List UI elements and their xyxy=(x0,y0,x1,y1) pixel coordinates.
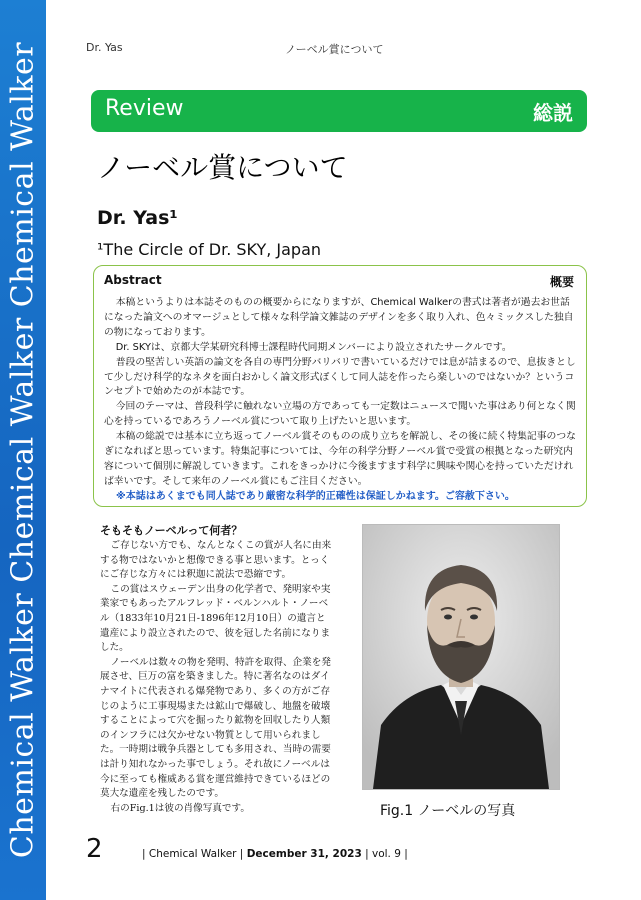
article-affiliation: ¹The Circle of Dr. SKY, Japan xyxy=(97,240,322,259)
figure-caption: Fig.1 ノーベルの写真 xyxy=(380,803,516,819)
banner-review-label: Review xyxy=(105,96,184,121)
abstract-paragraph: 今回のテーマは、普段科学に触れない立場の方であっても一定数はニュースで聞いた事はあり何となく関心を持っているであろうノーベル賞について取り上げたいと思います。 xyxy=(104,401,576,428)
body-paragraph: ノーベルは数々の物を発明、特許を取得、企業を発展させ、巨万の富を築きました。特に著名なのはダイナマイトに代表される爆発物であり、多くの方がご存じのように工事現場または鉱山で爆破し、地盤を破壊することによって穴を掘ったり鉱物を回収したり人類のインフラには欠かせない物質として用いられました。一時期は戦争兵器としても多用され、当時の需要は計り知れなかった事でしょう。それ故にノーベルは今に至っても権威ある賞を運営維持できているほどの莫大な遺産を残したのです。 xyxy=(100,656,331,800)
section-heading: そもそもノーベルって何者？ xyxy=(100,524,243,537)
abstract-box xyxy=(93,265,587,507)
footer-journal: | Chemical Walker | xyxy=(142,848,244,860)
side-brand-strip xyxy=(0,0,46,900)
abstract-disclaimer: ※本誌はあくまでも同人誌であり厳密な科学的正確性は保証しかねます。ご容赦下さい。 xyxy=(116,491,515,502)
article-title: ノーベル賞について xyxy=(97,151,348,184)
footer-date: December 31, 2023 xyxy=(246,848,362,860)
section-banner xyxy=(91,90,587,132)
running-header-title: ノーベル賞について xyxy=(285,43,384,56)
abstract-heading: Abstract xyxy=(104,273,162,287)
abstract-paragraph: Dr. SKYは、京都大学某研究科博士課程時代同期メンバーにより設立されたサークルです。 xyxy=(115,341,512,353)
abstract-heading-jp: 概要 xyxy=(549,275,574,289)
footer-info xyxy=(142,848,408,860)
body-column xyxy=(100,524,332,816)
portrait-photo xyxy=(362,524,560,790)
body-paragraph: ご存じない方でも、なんとなくこの賞が人名に由来する物ではないかと想像できる事と思います。とっくにご存じな方々には釈迦に説法で恐縮です。 xyxy=(100,540,332,581)
abstract-paragraph: 本稿というよりは本誌そのものの概要からになりますが、Chemical Walkerの書式は著者が過去お世話になった論文へのオマージュとして様々な科学論文雑誌のデザインを多く取り入れ、色々ミックスした独自の物になっております。 xyxy=(104,297,574,338)
footer-volume: | vol. 9 | xyxy=(365,848,408,860)
article-author: Dr. Yas¹ xyxy=(97,207,178,229)
body-paragraph: 右のFig.1は彼の肖像写真です。 xyxy=(110,802,250,814)
portrait-illustration xyxy=(363,525,559,789)
body-paragraph: この賞はスウェーデン出身の化学者で、発明家や実業家でもあったアルフレッド・ベルンハルト・ノーベル（1833年10月21日-1896年12月10日）の遺言と遺産により設立されたので、彼を冠した名前になりました。 xyxy=(100,583,331,654)
banner-category-label: 総説 xyxy=(533,101,573,125)
side-brand-text: Chemical Walker Chemical Walker Chemical Walker xyxy=(5,41,41,859)
running-header-author: Dr. Yas xyxy=(86,41,123,54)
abstract-paragraph: 本稿の総説では基本に立ち返ってノーベル賞そのものの成り立ちを解説し、その後に続く特集記事のつなぎになればと思っています。特集記事については、今年の科学分野ノーベル賞で受賞の根拠となった研究内容について個別に解説していきます。これをきっかけに今後ますます科学に興味や関心を持っていただければ幸いです。そして来年のノーベル賞にもご注目ください。 xyxy=(104,431,576,487)
page-number: 2 xyxy=(86,834,103,864)
abstract-body xyxy=(104,296,578,490)
abstract-paragraph: 普段の堅苦しい英語の論文を各自の専門分野バリバリで書いているだけでは息が詰まるので、息抜きとして少しだけ科学的なネタを面白おかしく論文形式ぽくして同人誌を作ったら楽しいのではないか？というコンセプトで始めたのが本誌です。 xyxy=(104,356,576,398)
